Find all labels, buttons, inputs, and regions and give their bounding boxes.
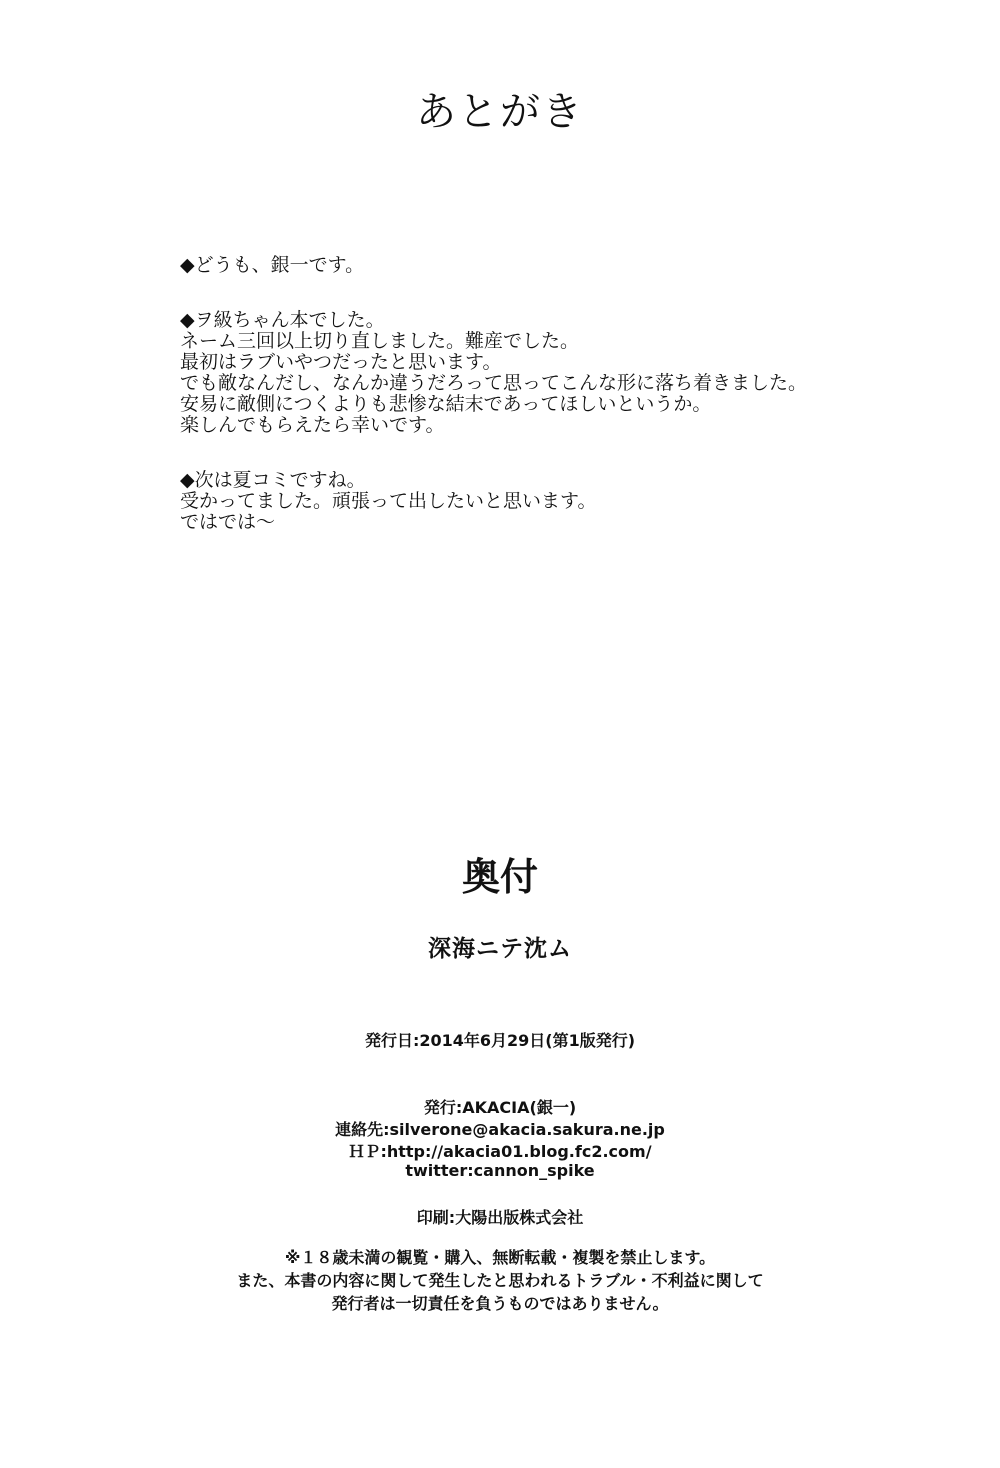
colophon-title: 奥付 (461, 855, 538, 899)
legal-notice (0, 1246, 1000, 1315)
afterword-line: 最初はラブいやつだったと思います。 (180, 351, 502, 373)
afterword-paragraph (180, 310, 880, 436)
notice-line: ※１８歳未満の観覧・購入、無断転載・複製を禁止します。 (284, 1248, 716, 1267)
afterword-line: ネーム三回以上切り直しました。難産でした。 (180, 330, 580, 352)
afterword-paragraph (180, 470, 880, 533)
printer: 印刷:大陽出版株式会社 (416, 1208, 584, 1227)
afterword-body (180, 255, 880, 567)
afterword-line: ◆どうも、銀一です。 (180, 254, 365, 276)
afterword-line: 楽しんでもらえたら幸いです。 (180, 414, 445, 436)
publisher: 発行:AKACIA(銀一) (423, 1098, 577, 1117)
publication-date: 発行日:2014年6月29日(第1版発行) (364, 1031, 636, 1050)
homepage-url: ＨＰ:http://akacia01.blog.fc2.com/ (348, 1142, 652, 1161)
book-title: 深海ニテ沈ム (428, 936, 572, 962)
afterword-line: でも敵なんだし、なんか違うだろって思ってこんな形に落ち着きました。 (180, 372, 808, 394)
afterword-line: 安易に敵側につくよりも悲惨な結末であってほしいというか。 (180, 393, 712, 415)
notice-line: 発行者は一切責任を負うものではありません。 (331, 1294, 669, 1313)
notice-line: また、本書の内容に関して発生したと思われるトラブル・不利益に関して (236, 1271, 764, 1290)
afterword-line: 受かってました。頑張って出したいと思います。 (180, 490, 597, 512)
afterword-line: ◆次は夏コミですね。 (180, 469, 366, 491)
twitter-handle: twitter:cannon_spike (405, 1161, 595, 1180)
afterword-line: ◆ヲ級ちゃん本でした。 (180, 309, 385, 331)
afterword-paragraph (180, 255, 880, 276)
afterword-title: あとがき (416, 89, 584, 135)
afterword-line: ではでは～ (180, 511, 276, 533)
contact-email: 連絡先:silverone@akacia.sakura.ne.jp (335, 1120, 665, 1139)
